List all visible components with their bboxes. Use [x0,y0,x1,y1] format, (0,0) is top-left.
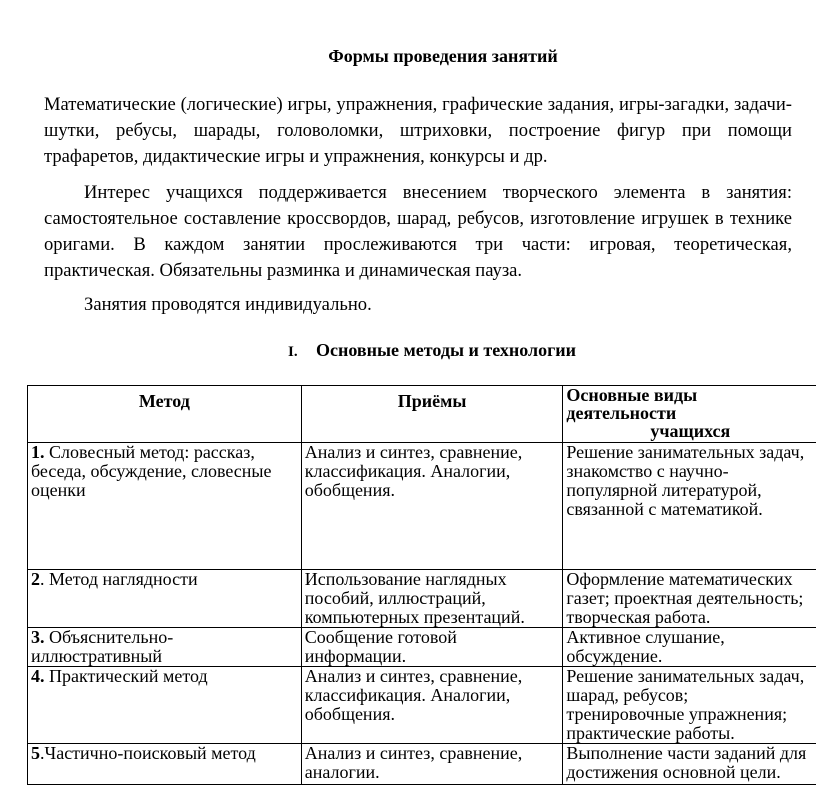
activities-cell [563,628,816,667]
techniques-text: пособий, иллюстраций, [304,588,486,608]
activities-text: шарад, ребусов; [566,685,689,705]
page-title: Формы проведения занятий [328,46,558,66]
activities-text: Решение занимательных задач, [566,666,805,686]
techniques-cell [301,628,563,667]
table-row [28,667,816,744]
activities-text: творческая работа. [566,607,711,627]
method-text: .Частично-поисковый метод [40,743,256,763]
activities-text: Выполнение части заданий для [566,743,807,763]
table-row [28,744,816,785]
activities-text: тренировочные упражнения; [566,704,788,724]
row-number: 3. [31,627,45,647]
header-activities [563,386,816,443]
techniques-text: Анализ и синтез, сравнение, [304,743,523,763]
activities-cell [563,443,816,570]
section-number: I. [288,344,298,360]
table-row [28,570,816,628]
techniques-text: аналогии. [304,762,380,782]
method-text: Объяснительно- [44,627,174,647]
techniques-text: Анализ и синтез, сравнение, [304,442,523,462]
activities-text: обсуждение. [566,646,663,666]
activities-cell [563,570,816,628]
table-header-row [28,386,816,443]
method-text: беседа, обсуждение, словесные [31,461,272,481]
paragraph-individual: Занятия проводятся индивидуально. [84,294,372,315]
techniques-text: информации. [304,646,407,666]
activities-text: связанной с математикой. [566,499,763,519]
method-text: . Метод наглядности [40,569,198,589]
activities-text: Активное слушание, [566,627,725,647]
method-cell [28,667,302,744]
header-techniques: Приёмы [301,386,563,443]
header-activities-line: учащихся [650,421,731,441]
method-text: Практический метод [44,666,208,686]
techniques-cell [301,443,563,570]
method-cell [28,570,302,628]
paragraph-interest: Интерес учащихся поддерживается внесением творческого элемента в занятия: самостоятельное составление кроссвордов, шарад, ребусов, изготовление игрушек в технике оригами. В каждом занятии прослеживаются три части: игровая, теоретическая, практическая. Обязательны разминка и динамическая пауза. [44,182,792,281]
techniques-text: обобщения. [304,480,395,500]
row-number: 1. [31,442,45,462]
row-number: 2 [31,569,40,589]
header-activities-line: деятельности [566,403,677,423]
method-cell [28,443,302,570]
method-text: Словесный метод: рассказ, [44,442,255,462]
activities-text: газет; проектная деятельность; [566,588,804,608]
header-activities-line: Основные виды [566,385,698,405]
techniques-cell [301,667,563,744]
section-heading [288,340,576,361]
techniques-text: Анализ и синтез, сравнение, [304,666,523,686]
paragraph-forms: Математические (логические) игры, упражнения, графические задания, игры-загадки, задачи-шутки, ребусы, шарады, головоломки, штриховки, построение фигур при помощи трафаретов, дидактические игры и упражнения, конкурсы и др. [44,94,792,167]
table-row [28,628,816,667]
techniques-text: компьютерных презентаций. [304,607,525,627]
activities-text: знакомство с научно- [566,461,729,481]
techniques-text: Сообщение готовой [304,627,457,647]
techniques-text: Использование наглядных [304,569,507,589]
method-cell [28,628,302,667]
activities-text: Оформление математических [566,569,793,589]
techniques-text: классификация. Аналогии, [304,461,511,481]
method-cell [28,744,302,785]
activities-text: практические работы. [566,723,735,743]
techniques-text: классификация. Аналогии, [304,685,511,705]
techniques-cell [301,570,563,628]
techniques-cell [301,744,563,785]
methods-table [27,385,816,785]
row-number: 5 [31,743,40,763]
activities-cell [563,667,816,744]
activities-text: достижения основной цели. [566,762,781,782]
section-title: Основные методы и технологии [316,340,577,360]
header-method: Метод [28,386,302,443]
table-row [28,443,816,570]
row-number: 4. [31,666,45,686]
method-text: иллюстративный [31,646,163,666]
activities-cell [563,744,816,785]
activities-text: популярной литературой, [566,480,762,500]
activities-text: Решение занимательных задач, [566,442,805,462]
method-text: оценки [31,480,86,500]
techniques-text: обобщения. [304,704,395,724]
